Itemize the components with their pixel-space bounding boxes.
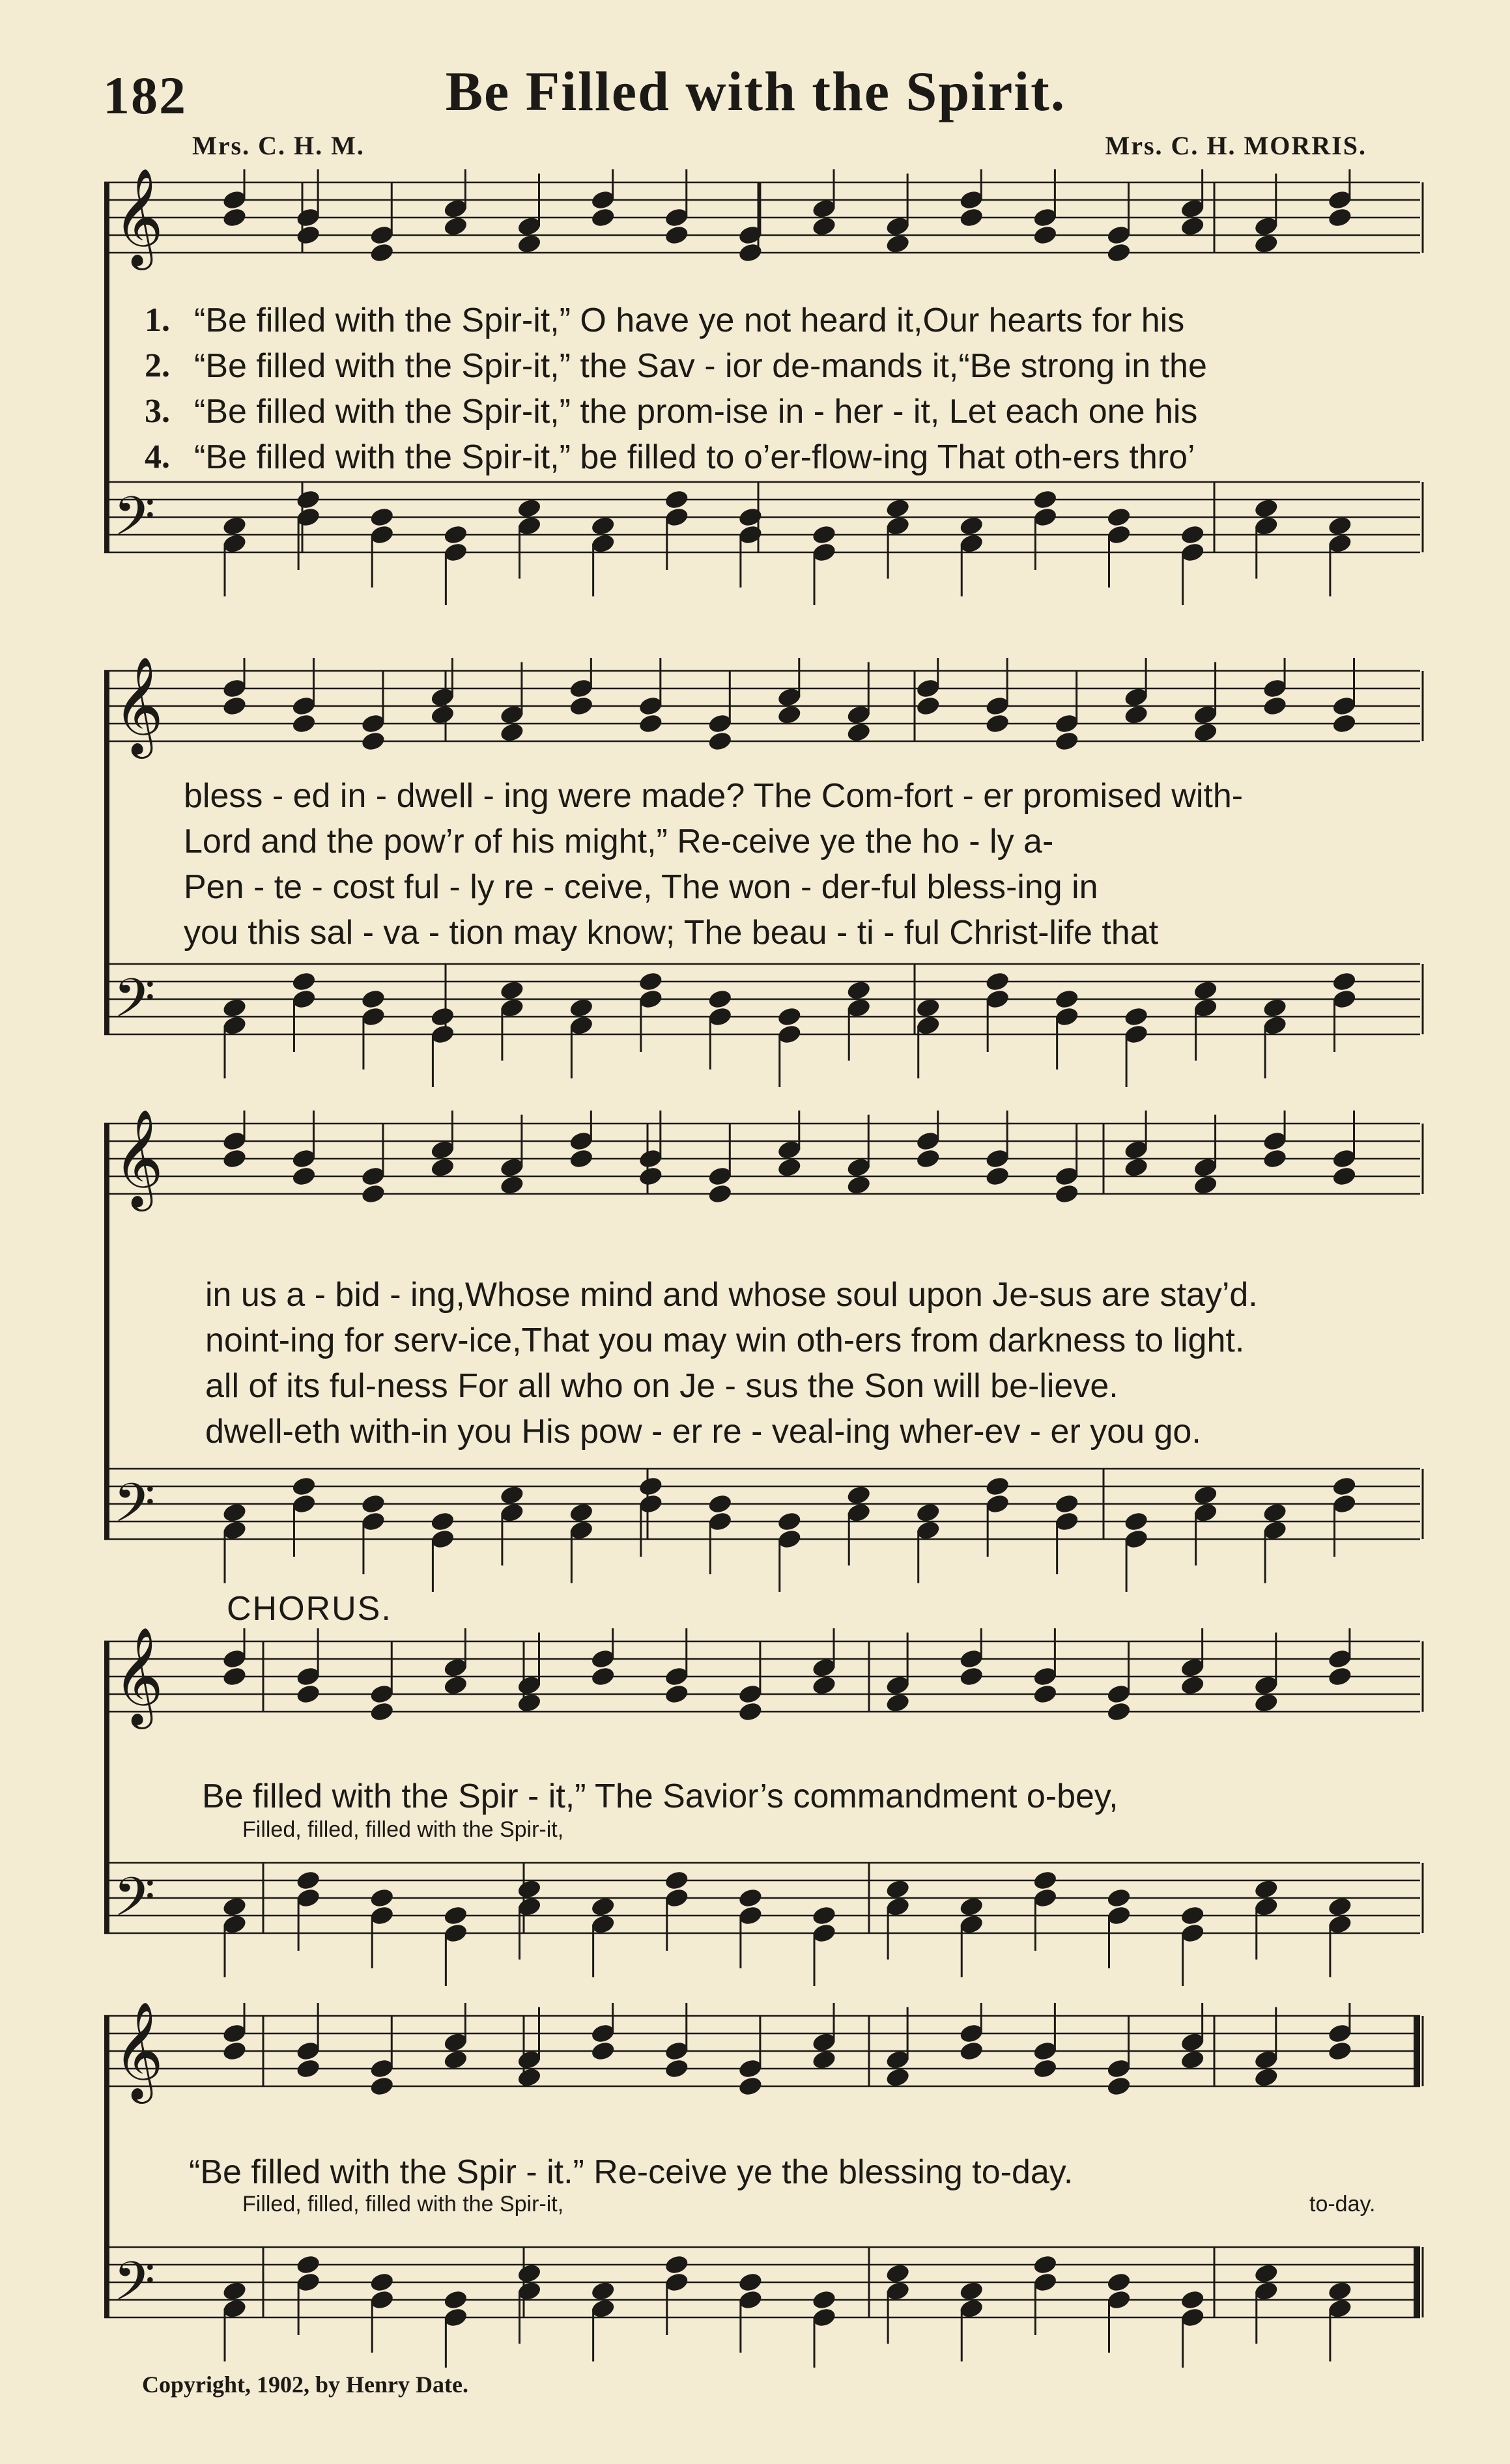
music-composer: Mrs. C. H. MORRIS.	[1105, 131, 1367, 160]
chorus-label: CHORUS.	[227, 1590, 392, 1628]
verse-2-line-1: “Be filled with the Spir-it,” the Sav - ior de-mands it,“Be strong in the	[194, 347, 1207, 385]
verse-2-line-3: noint-ing for serv-ice,That you may win oth-ers from darkness to light.	[205, 1322, 1245, 1359]
hymn-header	[98, 59, 1414, 137]
chorus-bass-line-1: Filled, filled, filled with the Spir-it,	[242, 1817, 564, 1842]
hymn-title: Be Filled with the Spirit.	[445, 60, 1066, 122]
svg-text:𝄞: 𝄞	[113, 1628, 164, 1725]
svg-text:𝄞: 𝄞	[113, 2003, 164, 2100]
svg-text:𝄢: 𝄢	[113, 485, 156, 561]
chorus-line-1: Be filled with the Spir - it,” The Savior’s commandment o-bey,	[202, 1777, 1118, 1815]
svg-text:𝄢: 𝄢	[113, 967, 156, 1043]
verse-1-line-3: in us a - bid - ing,Whose mind and whose soul upon Je-sus are stay’d.	[205, 1276, 1258, 1314]
svg-text:𝄢: 𝄢	[113, 1865, 156, 1942]
hymn-number: 182	[103, 66, 187, 125]
words-author: Mrs. C. H. M.	[192, 131, 365, 160]
svg-text:𝄢: 𝄢	[113, 1471, 156, 1548]
verse-2-line-2: Lord and the pow’r of his might,” Re-ceive ye the ho - ly a-	[184, 823, 1054, 860]
verse-4-line-2: you this sal - va - tion may know; The beau - ti - ful Christ-life that	[184, 914, 1159, 952]
verse-number-2: 2.	[145, 347, 170, 384]
verse-1-line-2: bless - ed in - dwell - ing were made? The Com-fort - er promised with-	[184, 777, 1244, 815]
verse-number-1: 1.	[145, 302, 170, 339]
svg-text:𝄞: 𝄞	[113, 1111, 164, 1208]
chorus-bass-line-2: Filled, filled, filled with the Spir-it,	[242, 2192, 564, 2216]
verse-4-line-1: “Be filled with the Spir-it,” be filled to o’er-flow-ing That oth-ers thro’	[194, 438, 1195, 476]
chorus-bass-end: to-day.	[1309, 2192, 1376, 2216]
svg-text:𝄢: 𝄢	[113, 2250, 156, 2327]
verse-number-3: 3.	[145, 393, 170, 430]
svg-text:𝄞: 𝄞	[113, 169, 164, 266]
verse-1-line-1: “Be filled with the Spir-it,” O have ye not heard it,Our hearts for his	[194, 302, 1185, 339]
verse-4-line-3: dwell-eth with-in you His pow - er re - veal-ing wher-ev - er you go.	[205, 1413, 1201, 1451]
chorus-line-2: “Be filled with the Spir - it.” Re-ceive ye the blessing to-day.	[189, 2153, 1074, 2191]
verse-3-line-1: “Be filled with the Spir-it,” the prom-ise in - her - it, Let each one his	[194, 393, 1198, 431]
verse-number-4: 4.	[145, 438, 170, 475]
verse-3-line-3: all of its ful-ness For all who on Je - sus the Son will be-lieve.	[205, 1367, 1118, 1405]
svg-text:𝄞: 𝄞	[113, 658, 164, 755]
verse-3-line-2: Pen - te - cost ful - ly re - ceive, The won - der-ful bless-ing in	[184, 868, 1098, 906]
copyright-notice: Copyright, 1902, by Henry Date.	[142, 2372, 468, 2398]
